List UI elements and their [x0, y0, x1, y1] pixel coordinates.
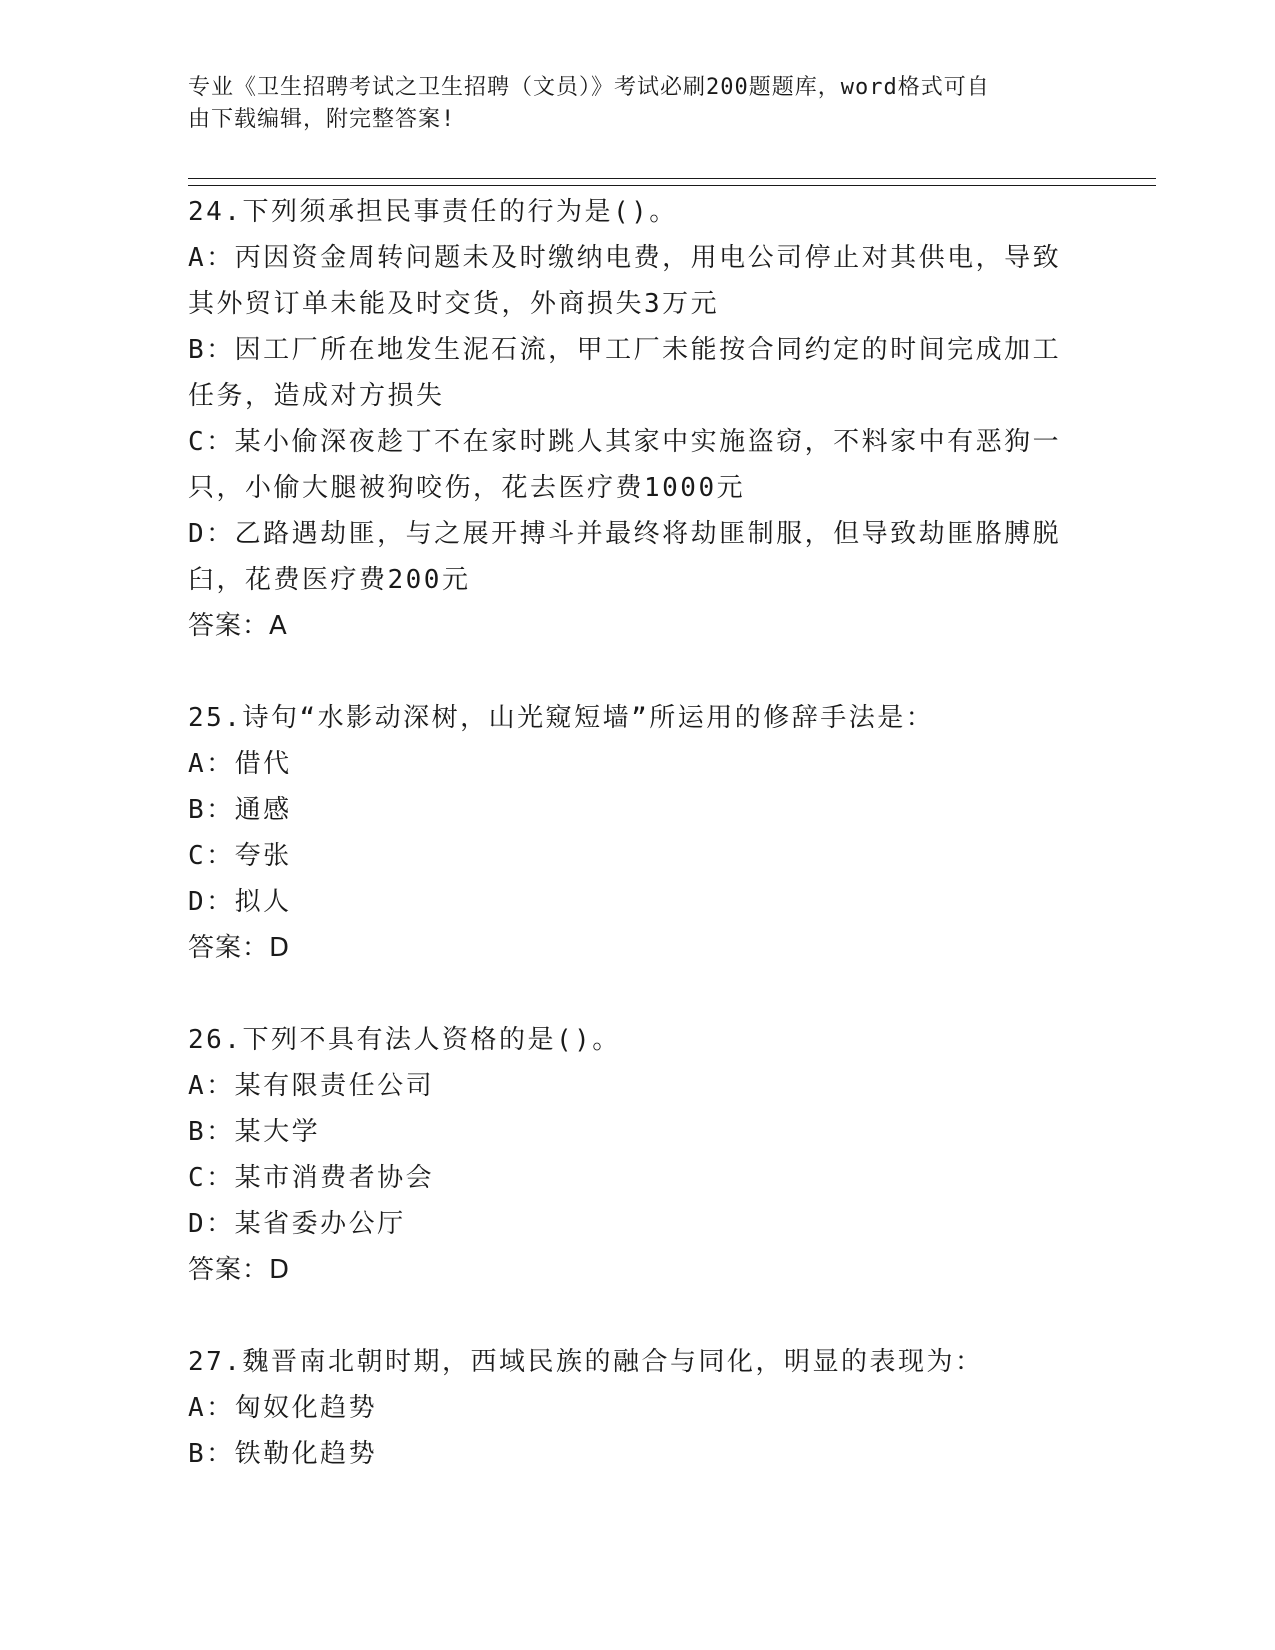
option-line: 任务，造成对方损失 [188, 381, 445, 411]
header-line-2: 由下载编辑，附完整答案! [188, 107, 456, 132]
question-stem: 27.魏晋南北朝时期，西域民族的融合与同化，明显的表现为： [188, 1347, 984, 1377]
question-26 [188, 1017, 1088, 1339]
option-line: 其外贸订单未能及时交货，外商损失3万元 [188, 289, 720, 319]
option-line: C：夸张 [188, 841, 292, 871]
question-spacer [188, 971, 1088, 1017]
question-stem: 25.诗句“水影动深树，山光窥短墙”所运用的修辞手法是： [188, 703, 935, 733]
option-line: C：某小偷深夜趁丁不在家时跳人其家中实施盗窃，不料家中有恶狗一 [188, 427, 1062, 457]
answer-line: 答案：D [188, 933, 291, 963]
question-stem: 26.下列不具有法人资格的是()。 [188, 1025, 621, 1055]
option-line: A：丙因资金周转问题未及时缴纳电费，用电公司停止对其供电，导致 [188, 243, 1062, 273]
header-divider-top [188, 178, 1156, 179]
option-line: B：通感 [188, 795, 292, 825]
header-divider-bottom [188, 185, 1156, 186]
option-line: B：因工厂所在地发生泥石流，甲工厂未能按合同约定的时间完成加工 [188, 335, 1062, 365]
option-line: A：匈奴化趋势 [188, 1393, 378, 1423]
option-line: B：某大学 [188, 1117, 321, 1147]
option-line: B：铁勒化趋势 [188, 1439, 378, 1469]
option-line: 只，小偷大腿被狗咬伤，花去医疗费1000元 [188, 473, 746, 503]
question-list [188, 189, 1088, 1477]
option-line: 臼，花费医疗费200元 [188, 565, 471, 595]
option-line: A：借代 [188, 749, 292, 779]
answer-line: 答案：D [188, 1255, 291, 1285]
option-line: D：乙路遇劫匪，与之展开搏斗并最终将劫匪制服，但导致劫匪胳膊脱 [188, 519, 1062, 549]
option-line: D：拟人 [188, 887, 292, 917]
option-line: C：某市消费者协会 [188, 1163, 435, 1193]
document-header [188, 72, 1068, 136]
option-line: D：某省委办公厅 [188, 1209, 406, 1239]
header-line-1: 专业《卫生招聘考试之卫生招聘（文员）》考试必刷200题题库，word格式可自 [188, 75, 990, 100]
question-24 [188, 189, 1088, 695]
question-spacer [188, 649, 1088, 695]
question-25 [188, 695, 1088, 1017]
question-spacer [188, 1293, 1088, 1339]
option-line: A：某有限责任公司 [188, 1071, 435, 1101]
answer-line: 答案：A [188, 611, 288, 641]
question-stem: 24.下列须承担民事责任的行为是()。 [188, 197, 678, 227]
question-27 [188, 1339, 1088, 1477]
